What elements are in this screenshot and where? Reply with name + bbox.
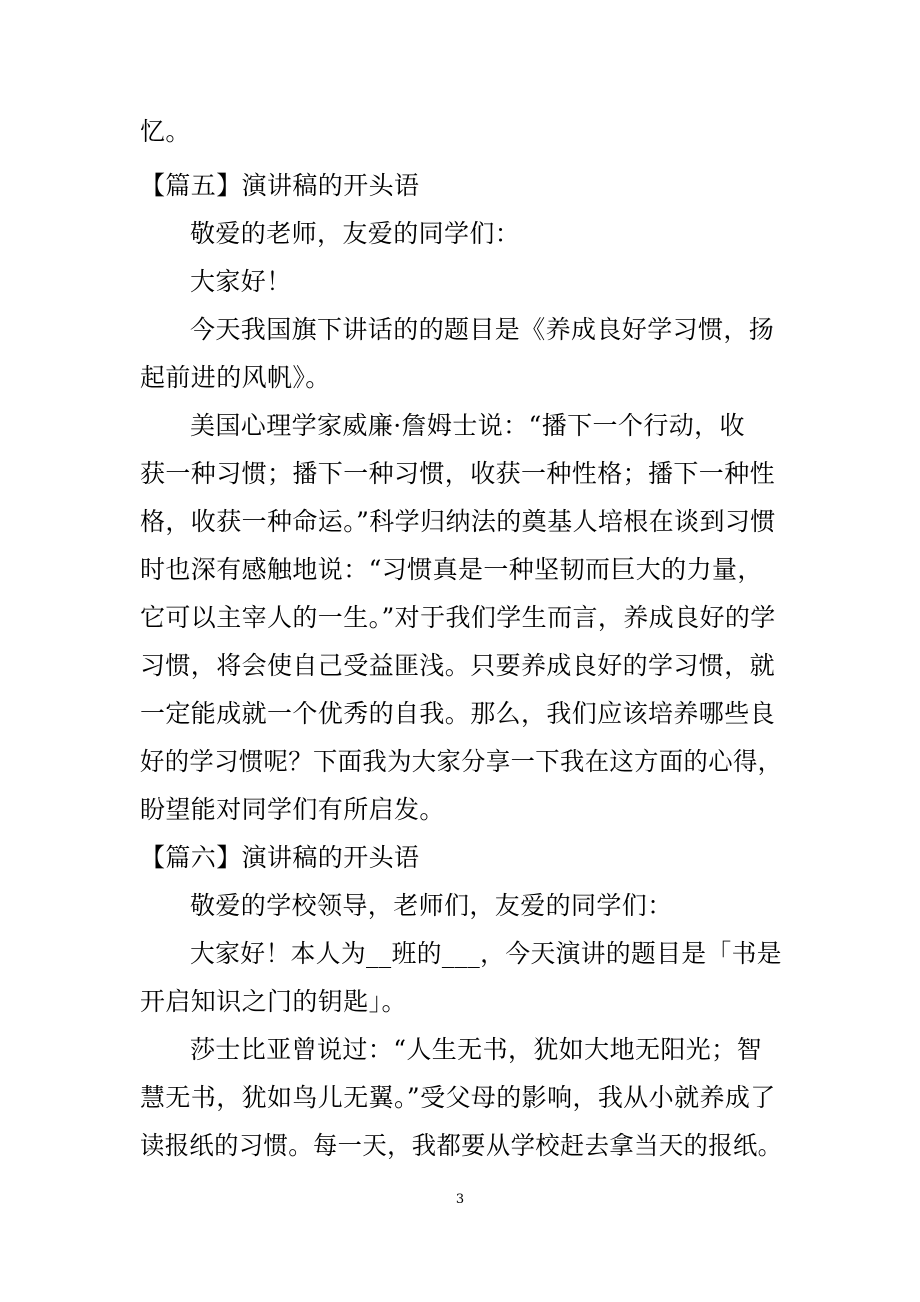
text-line: 大家好！ [190,267,292,296]
text-line: 格，收获一种命运。”科学归纳法的奠基人培根在谈到习惯 [140,507,776,536]
text-line: 忆。 [140,117,191,146]
text-line: 莎士比亚曾说过：“人生无书，犹如大地无阳光；智 [190,1035,762,1064]
text-line: 起前进的风帆》。 [140,363,331,392]
text-line: 它可以主宰人的一生。”对于我们学生而言，养成良好的学 [140,603,776,632]
section-heading-6: 【篇六】演讲稿的开头语 [140,843,420,872]
text-line: 慧无书，犹如鸟儿无翼。”受父母的影响，我从小就养成了 [140,1083,776,1112]
text-line: 敬爱的学校领导，老师们，友爱的同学们： [190,891,673,920]
text-line: 时也深有感触地说：“习惯真是一种坚韧而巨大的力量， [140,555,763,584]
text-line: 获一种习惯；播下一种习惯，收获一种性格；播下一种性 [140,459,776,488]
text-line: 开启知识之门的钥匙」。 [140,987,407,1016]
text-line: 美国心理学家威廉·詹姆士说：“播下一个行动，收 [190,411,745,440]
text-line: 好的学习惯呢？下面我为大家分享一下我在这方面的心得， [140,747,783,776]
text-line: 今天我国旗下讲话的的题目是《养成良好学习惯，扬 [190,315,775,344]
text-line: 一定能成就一个优秀的自我。那么，我们应该培养哪些良 [140,699,776,728]
page-number: 3 [455,1192,465,1207]
text-line: 习惯，将会使自己受益匪浅。只要养成良好的学习惯，就 [140,651,776,680]
text-line: 读报纸的习惯。每一天，我都要从学校赶去拿当天的报纸。 [140,1131,783,1160]
text-line: 大家好！本人为__班的___，今天演讲的题目是「书是 [190,939,782,968]
text-line: 敬爱的老师，友爱的同学们： [190,219,521,248]
text-line: 盼望能对同学们有所启发。 [140,795,445,824]
section-heading-5: 【篇五】演讲稿的开头语 [140,171,420,200]
